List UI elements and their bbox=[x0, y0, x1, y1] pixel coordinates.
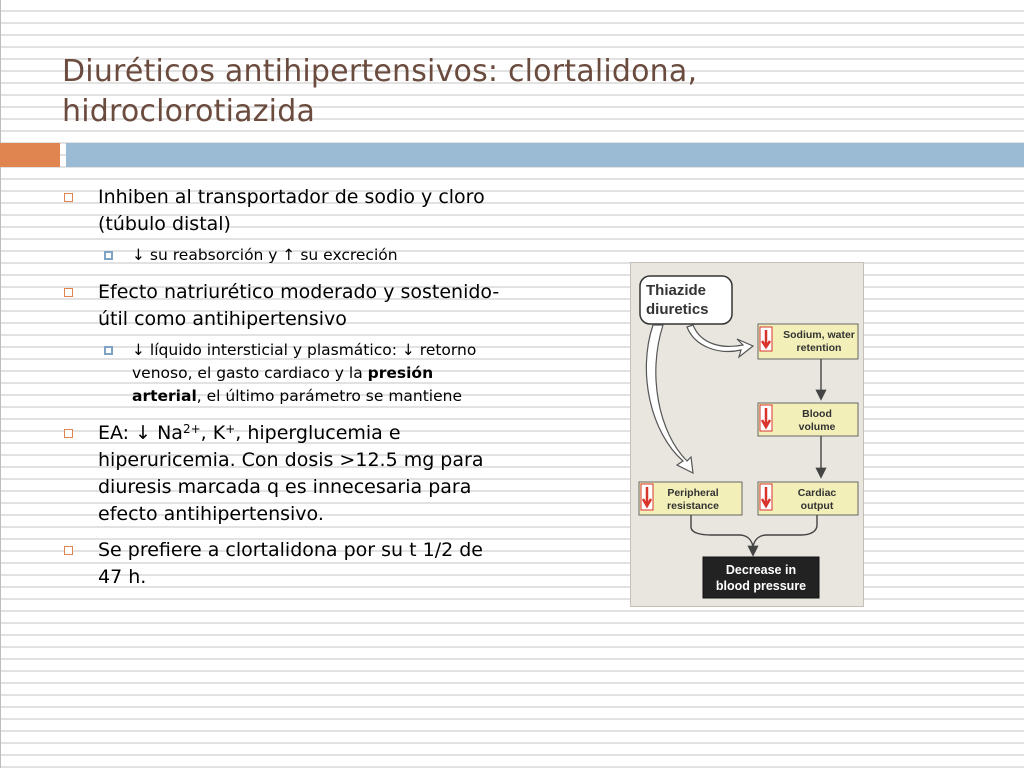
ea-label: EA: bbox=[98, 422, 136, 444]
curved-arrow-to-sodium bbox=[687, 325, 753, 357]
sub-bullet-text: retorno venoso, el gasto cardiaco y la bbox=[132, 341, 477, 382]
peripheral-resistance-box bbox=[639, 482, 742, 515]
down-arrow-icon: ↓ bbox=[135, 422, 152, 444]
bullet-item bbox=[62, 184, 507, 238]
decrease-bp-box bbox=[703, 557, 819, 598]
square-sub-bullet-icon bbox=[104, 251, 113, 260]
sodium-label-2: retention bbox=[796, 342, 842, 354]
bullet-text: Inhiben al transportador de sodio y cloro (túbulo distal) bbox=[98, 186, 485, 235]
up-arrow-icon: ↑ bbox=[282, 246, 296, 264]
title-line-2: hidroclorotiazida bbox=[62, 94, 316, 129]
square-bullet-icon bbox=[64, 193, 73, 202]
title-accent-blue bbox=[66, 143, 1024, 167]
sub-bullet-text: su excreción bbox=[295, 246, 398, 264]
bullet-text: , hiperglucemia e hiperuricemia. Con dosis >12.5 mg para diuresis marcada q es innecesaria para efecto antihipertensivo. bbox=[98, 422, 484, 525]
sodium-box bbox=[758, 324, 858, 359]
decrease-label-1: Decrease in bbox=[725, 563, 797, 577]
blood-volume-box bbox=[758, 403, 858, 436]
square-bullet-icon bbox=[64, 429, 73, 438]
sodium-charge: 2+ bbox=[182, 422, 201, 436]
title-line-1: Diuréticos antihipertensivos: clortalidona, bbox=[62, 54, 698, 89]
cardiac-label-1: Cardiac bbox=[797, 487, 837, 499]
blood-label-2: volume bbox=[798, 421, 836, 433]
bullet-item bbox=[62, 279, 507, 333]
potassium-charge: + bbox=[225, 422, 236, 436]
sub-bullet-item bbox=[62, 339, 507, 408]
sub-bullet-text: líquido intersticial y plasmático: bbox=[145, 341, 402, 359]
bullet-list bbox=[62, 184, 507, 600]
thiazide-label-1: Thiazide bbox=[646, 282, 707, 299]
square-bullet-icon bbox=[64, 288, 73, 297]
bullet-text: Efecto natriurético moderado y sostenido-útil como antihipertensivo bbox=[98, 281, 500, 330]
thiazide-label-2: diuretics bbox=[646, 301, 709, 318]
slide-title bbox=[62, 52, 962, 132]
sub-bullet-text: su reabsorción y bbox=[145, 246, 283, 264]
sub-bullet-bold-text: presión arterial bbox=[132, 364, 434, 405]
decrease-label-2: blood pressure bbox=[715, 579, 807, 593]
peripheral-label-1: Peripheral bbox=[667, 487, 719, 499]
down-arrow-icon: ↓ bbox=[132, 246, 145, 264]
sodium-label-1: Sodium, water bbox=[783, 329, 855, 341]
blood-label-1: Blood bbox=[802, 408, 832, 420]
cardiac-output-box bbox=[758, 482, 858, 515]
curved-arrow-to-peripheral bbox=[646, 325, 693, 473]
bullet-item bbox=[62, 420, 507, 528]
thiazide-box bbox=[640, 276, 732, 324]
sodium-text: Na bbox=[151, 422, 183, 444]
square-bullet-icon bbox=[64, 546, 73, 555]
diagram-svg bbox=[631, 263, 863, 606]
peripheral-label-2: resistance bbox=[667, 500, 719, 512]
potassium-text: , K bbox=[200, 422, 226, 444]
title-accent-orange bbox=[0, 143, 60, 167]
bullet-item bbox=[62, 537, 507, 591]
sub-bullet-item bbox=[62, 244, 507, 267]
bracket-connector bbox=[691, 515, 817, 546]
thiazide-flow-diagram bbox=[630, 262, 864, 607]
square-sub-bullet-icon bbox=[104, 346, 113, 355]
cardiac-label-2: output bbox=[800, 500, 834, 512]
down-arrow-icon: ↓ bbox=[132, 341, 145, 359]
bullet-text: Se prefiere a clortalidona por su t 1/2 de 47 h. bbox=[98, 539, 483, 588]
down-arrow-icon: ↓ bbox=[401, 341, 415, 359]
sub-bullet-text: , el último parámetro se mantiene bbox=[196, 387, 463, 405]
